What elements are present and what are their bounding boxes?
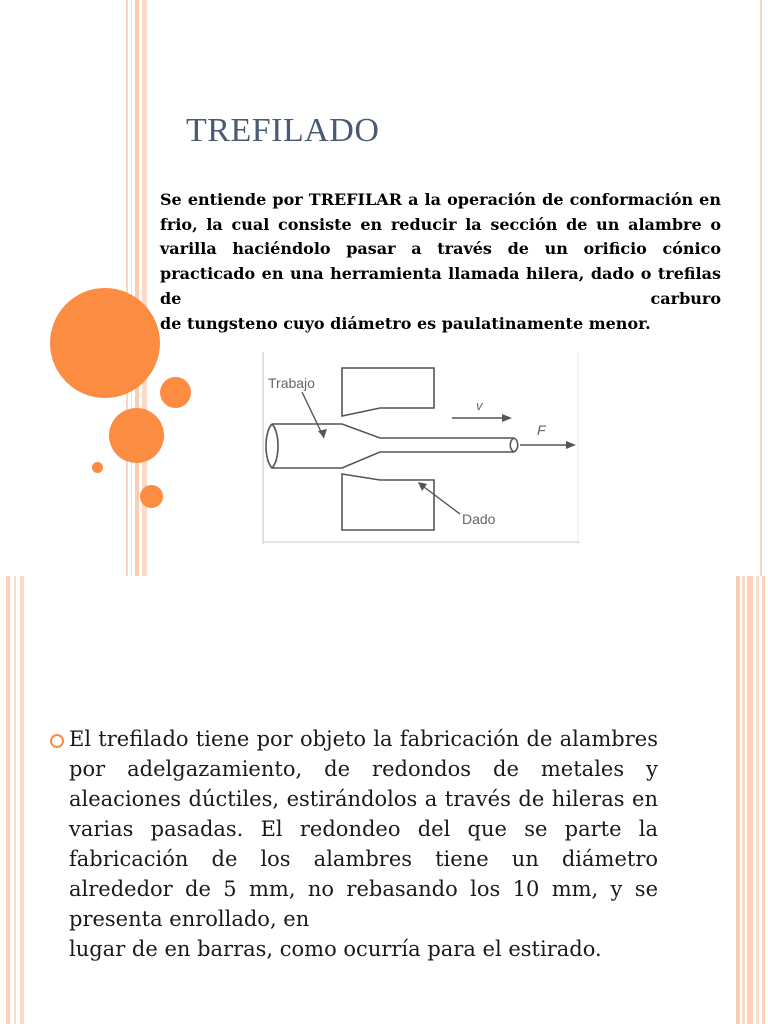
pointer-die-arrowhead [418, 482, 427, 491]
bullet-icon [50, 734, 64, 748]
body-text: El trefilado tiene por objeto la fabricación de alambres por adelgazamiento, de redondos de metales y aleaciones dúctiles, estirándolos a través de hileras en varias pasadas. El redondeo del que se parte la fabricación de los alambres tiene un diámetro alrededor de 5 mm, no rebasando los 10 mm, y se presenta enrollado, en [69, 727, 658, 931]
workpiece-end-right [510, 438, 518, 452]
label-velocity: v [476, 398, 483, 413]
label-work: Trabajo [268, 375, 315, 391]
decor-stripe [756, 576, 759, 1024]
definition-paragraph [160, 188, 721, 336]
decor-stripe [20, 576, 24, 1024]
die-lower [342, 474, 434, 530]
body-paragraph [69, 724, 658, 964]
decor-circle-large [50, 288, 160, 398]
workpiece-end-left [266, 424, 278, 468]
decor-stripe [126, 0, 128, 576]
definition-text: Se entiende por TREFILAR a la operación de conformación en frio, la cual consiste en reducir la sección de un alambre o varilla haciéndolo pasar a través de un orificio cónico practicado en una herramienta llamada hilera, dado o trefilas de carburo [160, 190, 721, 308]
force-arrowhead [566, 441, 576, 449]
wire-drawing-diagram [262, 352, 580, 544]
decor-stripe [6, 576, 10, 1024]
decor-circle-small [140, 485, 163, 508]
decor-stripe [135, 0, 139, 576]
slide-title: TREFILADO [186, 112, 380, 149]
pointer-die-arrow [420, 484, 460, 514]
decor-stripe [762, 576, 765, 1024]
decor-circle-tiny [92, 462, 103, 473]
decor-stripe [760, 0, 762, 576]
decor-stripe [736, 576, 740, 1024]
decor-stripe [742, 576, 745, 1024]
label-force: F [537, 422, 546, 438]
decor-circle-medium [160, 377, 191, 408]
velocity-arrowhead [502, 414, 512, 422]
decor-circle-medium [109, 408, 164, 463]
workpiece-wire [272, 424, 514, 468]
body-text-last-line: lugar de en barras, como ocurría para el estirado. [69, 937, 602, 961]
pointer-work-arrowhead [318, 429, 327, 438]
decor-stripe [14, 576, 16, 1024]
die-upper [342, 368, 434, 416]
definition-text-last-line: de tungsteno cuyo diámetro es paulatinamente menor. [160, 313, 651, 333]
decor-stripe [131, 0, 132, 576]
decor-stripe [747, 576, 753, 1024]
label-die: Dado [462, 511, 496, 527]
